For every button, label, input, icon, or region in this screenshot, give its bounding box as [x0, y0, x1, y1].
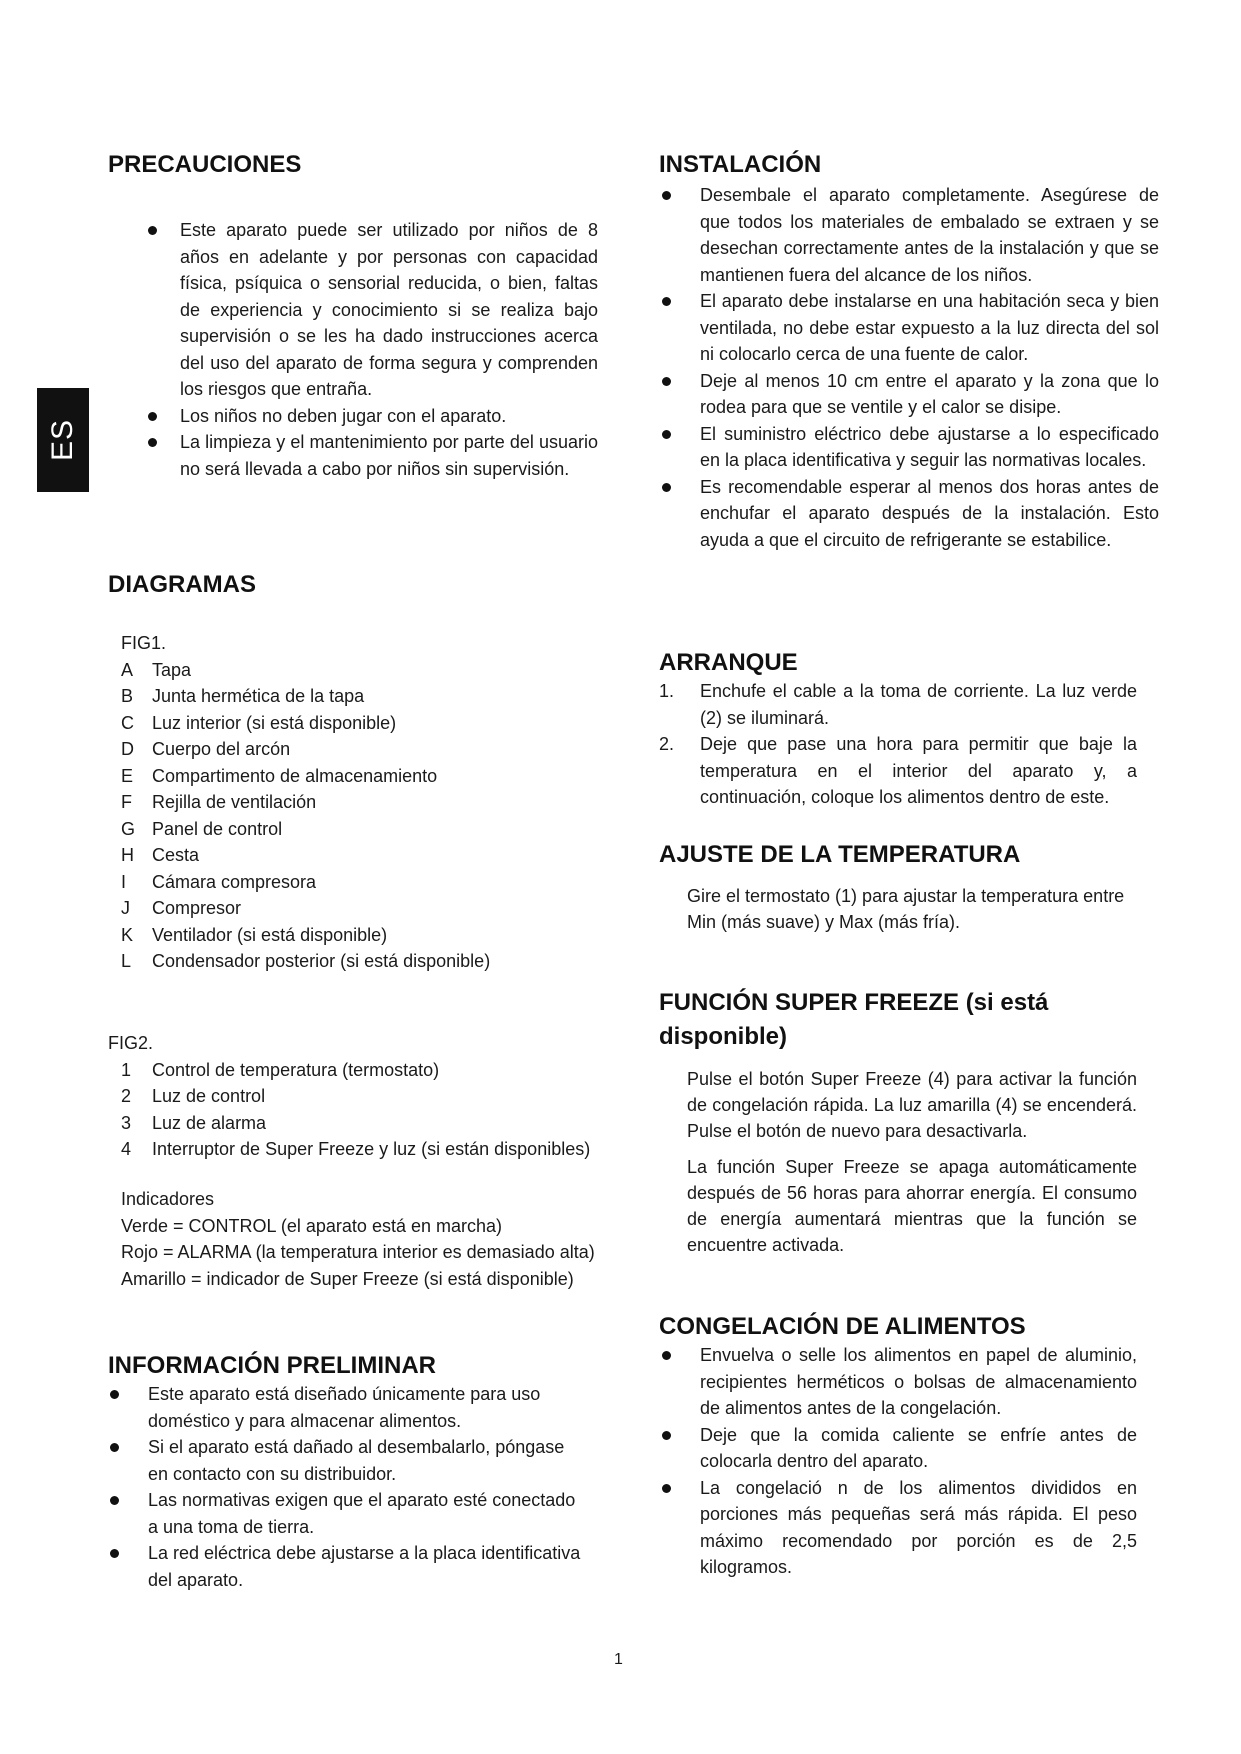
list-item-text: Es recomendable esperar al menos dos horas antes de enchufar el aparato después de la instalación. Esto ayuda a que el circuito de refrigerante se estabilice.	[700, 476, 1159, 550]
bullet-icon	[110, 1443, 119, 1452]
fig1-item: H Cesta	[121, 845, 200, 865]
list-item-text: Este aparato está diseñado únicamente para uso doméstico y para almacenar alimentos.	[148, 1384, 541, 1431]
list-item-text: Enchufe el cable a la toma de corriente. La luz verde (2) se iluminará.	[700, 681, 1137, 728]
list-item	[659, 288, 1159, 368]
fig1-item: L Condensador posterior (si está disponible)	[121, 951, 491, 971]
indicador-item: Rojo = ALARMA (la temperatura interior es demasiado alta)	[121, 1242, 595, 1262]
fig2-block	[108, 1030, 638, 1163]
list-item-number: 1.	[659, 681, 675, 701]
bullet-icon	[662, 191, 671, 200]
fig1-item: F Rejilla de ventilación	[121, 792, 317, 812]
list-item	[659, 474, 1159, 554]
fig1-item: K Ventilador (si está disponible)	[121, 924, 388, 945]
list-item	[659, 368, 1159, 421]
informacion-list	[108, 1381, 588, 1593]
list-item-text: El suministro eléctrico debe ajustarse a lo especificado en la placa identificativa y seguir las normativas locales.	[700, 423, 1159, 470]
bullet-icon	[148, 438, 157, 447]
bullet-icon	[662, 377, 671, 386]
list-item-text: Deje que la comida caliente se enfríe antes de colocarla dentro del aparato.	[700, 1424, 1137, 1471]
list-item-text: Si el aparato está dañado al desembalarlo, póngase en contacto con su distribuidor.	[148, 1437, 565, 1484]
list-item	[659, 1342, 1137, 1422]
page-number: 1	[614, 1651, 623, 1668]
list-item-text: La congelació n de los alimentos divididos en porciones más pequeñas será más rápida. El peso máximo recomendado por porción es de 2,5 kilogramos.	[700, 1477, 1137, 1577]
indicador-item: Amarillo = indicador de Super Freeze (si está disponible)	[121, 1268, 574, 1289]
list-item-text: Los niños no deben jugar con el aparato.	[180, 405, 507, 426]
fig1-item: J Compresor	[121, 898, 242, 918]
bullet-icon	[148, 226, 157, 235]
indicador-item: Verde = CONTROL (el aparato está en marcha)	[121, 1215, 503, 1236]
fig1-block	[121, 630, 490, 975]
fig2-item: 3 Luz de alarma	[121, 1112, 267, 1133]
instalacion-heading: INSTALACIÓN	[659, 151, 822, 178]
list-item	[659, 182, 1159, 288]
ajuste-text: Gire el termostato (1) para ajustar la temperatura entre Min (más suave) y Max (más fría).	[687, 886, 1125, 932]
list-item-text: Las normativas exigen que el aparato esté conectado a una toma de tierra.	[148, 1490, 576, 1537]
fig1-item: A Tapa	[121, 659, 192, 680]
super-freeze-heading: FUNCIÓN SUPER FREEZE (si está disponible)	[659, 989, 1049, 1050]
list-item	[659, 1475, 1137, 1581]
fig1-item: C Luz interior (si está disponible)	[121, 712, 397, 733]
list-item	[659, 421, 1159, 474]
list-item	[108, 1434, 588, 1487]
arranque-list	[659, 678, 1137, 811]
bullet-icon	[110, 1496, 119, 1505]
list-item-text: La limpieza y el mantenimiento por parte del usuario no será llevada a cabo por niños sin supervisión.	[180, 432, 598, 479]
bullet-icon	[662, 1351, 671, 1360]
precauciones-heading: PRECAUCIONES	[108, 151, 302, 178]
bullet-icon	[662, 1431, 671, 1440]
precauciones-list	[138, 217, 598, 482]
list-item	[138, 429, 598, 482]
fig1-item: B Junta hermética de la tapa	[121, 686, 365, 706]
list-item-text: Envuelva o selle los alimentos en papel de aluminio, recipientes herméticos o bolsas de almacenamiento de alimentos antes de la congelación.	[700, 1345, 1137, 1418]
arranque-heading: ARRANQUE	[659, 649, 798, 676]
list-item	[659, 731, 1137, 811]
bullet-icon	[662, 1484, 671, 1493]
informacion-heading: INFORMACIÓN PRELIMINAR	[108, 1352, 436, 1379]
bullet-icon	[110, 1549, 119, 1558]
list-item-text: El aparato debe instalarse en una habitación seca y bien ventilada, no debe estar expuesto a la luz directa del sol ni colocarlo cerca de una fuente de calor.	[700, 291, 1159, 364]
language-tab-label: ES	[46, 418, 79, 462]
list-item-text: Este aparato puede ser utilizado por niños de 8 años en adelante y por personas con capacidad física, psíquica o sensorial reducida, o bien, faltas de experiencia y conocimiento si se realiza bajo supervisión o se les ha dado instrucciones acerca del uso del aparato de forma segura y comprenden los riesgos que entraña.	[180, 220, 598, 399]
fig1-item: G Panel de control	[121, 818, 283, 839]
instalacion-list	[659, 182, 1159, 553]
diagramas-heading: DIAGRAMAS	[108, 571, 256, 598]
fig1-item: D Cuerpo del arcón	[121, 739, 291, 759]
list-item	[138, 403, 598, 430]
congelacion-list	[659, 1342, 1137, 1581]
indicadores-block	[121, 1186, 638, 1292]
list-item	[108, 1540, 588, 1593]
fig2-label: FIG2.	[108, 1033, 154, 1053]
indicadores-label: Indicadores	[121, 1189, 215, 1209]
list-item	[138, 217, 598, 403]
list-item	[108, 1487, 588, 1540]
list-item-text: La red eléctrica debe ajustarse a la placa identificativa del aparato.	[148, 1543, 581, 1590]
list-item-text: Deje que pase una hora para permitir que baje la temperatura en el interior del aparato y, a continuación, coloque los alimentos dentro de este.	[700, 734, 1137, 807]
list-item-text: Deje al menos 10 cm entre el aparato y la zona que lo rodea para que se ventile y el calor se disipe.	[700, 370, 1159, 417]
bullet-icon	[148, 412, 157, 421]
ajuste-heading: AJUSTE DE LA TEMPERATURA	[659, 841, 1021, 868]
congelacion-heading: CONGELACIÓN DE ALIMENTOS	[659, 1313, 1026, 1340]
fig2-item: 2 Luz de control	[121, 1086, 266, 1106]
list-item	[659, 1422, 1137, 1475]
list-item	[108, 1381, 588, 1434]
fig2-item: 1 Control de temperatura (termostato)	[121, 1059, 440, 1080]
fig1-label: FIG1.	[121, 633, 167, 653]
bullet-icon	[110, 1390, 119, 1399]
fig2-item: 4 Interruptor de Super Freeze y luz (si están disponibles)	[121, 1139, 591, 1159]
super-freeze-para-2: La función Super Freeze se apaga automáticamente después de 56 horas para ahorrar energía. El consumo de energía aumentará mientras que la función se encuentre activada.	[687, 1157, 1137, 1255]
list-item	[659, 678, 1137, 731]
bullet-icon	[662, 430, 671, 439]
language-tab	[37, 388, 89, 492]
fig1-item: I Cámara compresora	[121, 871, 317, 892]
fig1-item: E Compartimento de almacenamiento	[121, 765, 438, 786]
bullet-icon	[662, 483, 671, 492]
list-item-number: 2.	[659, 734, 675, 754]
list-item-text: Desembale el aparato completamente. Asegúrese de que todos los materiales de embalado se extraen y se desechan correctamente antes de la instalación y que se mantienen fuera del alcance de los niños.	[700, 185, 1159, 285]
bullet-icon	[662, 297, 671, 306]
super-freeze-para-1: Pulse el botón Super Freeze (4) para activar la función de congelación rápida. La luz amarilla (4) se encenderá. Pulse el botón de nuevo para desactivarla.	[687, 1069, 1137, 1141]
